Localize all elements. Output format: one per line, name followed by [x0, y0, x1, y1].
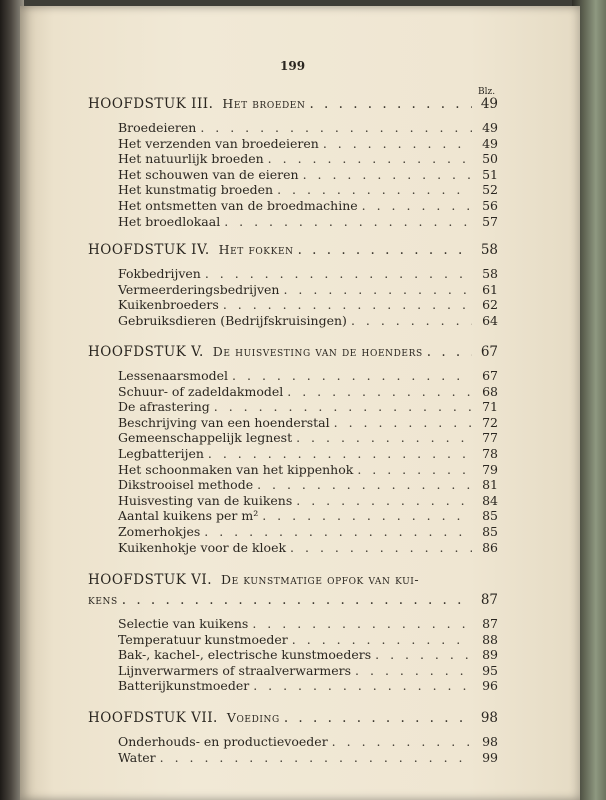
toc-entry	[118, 167, 498, 183]
dot-leader	[223, 297, 472, 312]
dot-leader	[290, 540, 472, 555]
dot-leader	[200, 120, 472, 135]
page-number: 199	[280, 59, 306, 73]
entry-title: Beschrijving van een hoenderstal	[118, 414, 330, 430]
entry-page: 68	[482, 383, 498, 399]
toc-entry	[118, 120, 498, 136]
dot-leader	[253, 678, 472, 693]
entry-page: 95	[482, 662, 498, 678]
chapter-label: HOOFDSTUK III.	[88, 96, 214, 112]
entry-title: De afrastering	[118, 399, 210, 415]
entry-page: 58	[482, 266, 498, 281]
dot-leader	[214, 399, 472, 414]
chapter-label: HOOFDSTUK V.	[88, 344, 204, 360]
chapter-label: HOOFDSTUK IV.	[88, 242, 210, 258]
entry-page: 87	[482, 616, 498, 631]
dot-leader	[277, 182, 472, 197]
dot-leader	[122, 592, 472, 608]
dot-leader	[298, 242, 472, 258]
entry-title: Het broedlokaal	[118, 213, 221, 229]
entry-title: Het natuurlijk broeden	[118, 151, 264, 167]
dot-leader	[224, 214, 472, 229]
dot-leader	[362, 198, 472, 213]
entry-page: 56	[482, 197, 498, 213]
toc-entry	[118, 462, 498, 478]
chapter-heading	[88, 344, 498, 364]
entry-page: 71	[482, 399, 498, 415]
entry-title: Het verzenden van broedeieren	[118, 135, 319, 151]
entry-page: 89	[482, 647, 498, 663]
dot-leader	[232, 368, 472, 383]
chapter-5	[88, 344, 498, 555]
chapter-entries	[118, 120, 498, 229]
chapter-page: 49	[480, 96, 498, 112]
entry-title: Het schoonmaken van het kippenhok	[118, 461, 354, 477]
toc-entry	[118, 282, 498, 298]
entry-page: 64	[482, 312, 498, 328]
entry-title: Kuikenbroeders	[118, 297, 219, 313]
toc-entry	[118, 446, 498, 462]
dot-leader	[160, 750, 472, 765]
chapter-entries	[118, 368, 498, 555]
chapter-label: HOOFDSTUK VII.	[88, 710, 218, 726]
chapter-page: 98	[480, 710, 498, 726]
entry-page: 85	[482, 523, 498, 539]
chapter-heading	[88, 710, 498, 730]
entry-title: Zomerhokjes	[118, 523, 201, 539]
dot-leader	[252, 616, 472, 631]
chapter-3	[88, 96, 498, 229]
entry-title: Onderhouds- en productievoeder	[118, 734, 328, 749]
entry-page: 61	[482, 281, 498, 297]
entry-title: Het schouwen van de eieren	[118, 166, 299, 182]
toc-entry	[118, 136, 498, 152]
chapter-page: 87	[480, 592, 498, 608]
chapter-page: 67	[480, 344, 498, 360]
entry-page: 84	[482, 492, 498, 508]
toc-entry	[118, 399, 498, 415]
toc-entry	[118, 198, 498, 214]
toc-entry	[118, 616, 498, 632]
dot-leader	[427, 344, 472, 360]
chapter-6	[88, 572, 498, 694]
dot-leader	[257, 477, 472, 492]
toc-entry	[118, 368, 498, 384]
entry-page: 49	[482, 135, 498, 151]
book-page	[20, 6, 580, 800]
entry-title: Temperatuur kunstmoeder	[118, 631, 288, 647]
entry-title: Kuikenhokje voor de kloek	[118, 539, 287, 555]
chapter-title: Het broeden	[222, 96, 306, 111]
dot-leader	[292, 632, 472, 647]
entry-title: Dikstrooisel methode	[118, 477, 254, 493]
page-column-header: Blz.	[478, 87, 496, 97]
entry-page: 79	[482, 461, 498, 477]
entry-page: 78	[482, 445, 498, 461]
chapter-entries	[118, 266, 498, 328]
dot-leader	[334, 415, 472, 430]
toc-entry	[118, 647, 498, 663]
entry-title: Water	[118, 749, 156, 765]
chapter-entries	[118, 616, 498, 694]
entry-page: 67	[482, 368, 498, 383]
chapter-page: 58	[480, 242, 498, 258]
dot-leader	[283, 282, 472, 297]
entry-title: Aantal kuikens per m²	[118, 508, 259, 524]
entry-page: 99	[482, 749, 498, 765]
entry-title: Selectie van kuikens	[118, 616, 249, 631]
dot-leader	[205, 266, 472, 281]
toc-entry	[118, 151, 498, 167]
entry-page: 77	[482, 430, 498, 446]
entry-title: Het ontsmetten van de broedmachine	[118, 197, 358, 213]
toc-entry	[118, 632, 498, 648]
chapter-heading	[88, 242, 498, 262]
entry-title: Legbatterijen	[118, 445, 204, 461]
toc-entry	[118, 415, 498, 431]
entry-page: 51	[482, 166, 498, 182]
entry-page: 86	[482, 539, 498, 555]
chapter-4	[88, 242, 498, 328]
entry-page: 72	[482, 414, 498, 430]
toc-entry	[118, 524, 498, 540]
toc-entry	[118, 266, 498, 282]
entry-page: 50	[482, 151, 498, 167]
chapter-title: Het fokken	[218, 242, 294, 257]
entry-page: 57	[482, 213, 498, 229]
toc-entry	[118, 663, 498, 679]
chapter-title-continued: kens	[88, 592, 118, 607]
entry-title: Schuur- of zadeldakmodel	[118, 383, 284, 399]
dot-leader	[262, 508, 472, 523]
toc-entry	[118, 430, 498, 446]
toc-entry	[118, 508, 498, 524]
chapter-heading-continued	[88, 592, 498, 612]
entry-page: 81	[482, 477, 498, 493]
entry-page: 85	[482, 508, 498, 524]
toc-entry	[118, 493, 498, 509]
entry-title: Batterijkunstmoeder	[118, 678, 250, 694]
entry-title: Vermeerderingsbedrijven	[118, 281, 280, 297]
dot-leader	[284, 710, 472, 726]
chapter-heading	[88, 96, 498, 116]
chapter-entries	[118, 734, 498, 765]
toc-entry	[118, 477, 498, 493]
entry-title: Lijnverwarmers of straalverwarmers	[118, 662, 352, 678]
entry-title: Gemeenschappelijk legnest	[118, 430, 293, 446]
toc-entry	[118, 297, 498, 313]
entry-title: Bak-, kachel-, electrische kunstmoeders	[118, 647, 372, 663]
chapter-title: Voeding	[226, 710, 280, 725]
dot-leader	[268, 151, 472, 166]
dot-leader	[351, 313, 472, 328]
entry-title: Het kunstmatig broeden	[118, 182, 274, 198]
entry-page: 62	[482, 297, 498, 313]
dot-leader	[296, 430, 472, 445]
toc-entry	[118, 384, 498, 400]
chapter-7	[88, 710, 498, 765]
toc-entry	[118, 214, 498, 230]
entry-page: 98	[482, 734, 498, 749]
chapter-title: De kunstmatige opfok van kui-	[220, 572, 420, 587]
dot-leader	[357, 462, 472, 477]
dot-leader	[204, 524, 472, 539]
entry-page: 88	[482, 631, 498, 647]
dot-leader	[208, 446, 472, 461]
chapter-title: De huisvesting van de hoenders	[212, 344, 423, 359]
toc-entry	[118, 750, 498, 766]
entry-title: Fokbedrijven	[118, 266, 201, 281]
chapter-label: HOOFDSTUK VI.	[88, 572, 212, 588]
entry-title: Broedeieren	[118, 120, 197, 135]
toc-entry	[118, 678, 498, 694]
toc-entry	[118, 540, 498, 556]
toc-entry	[118, 182, 498, 198]
dot-leader	[355, 663, 472, 678]
chapter-heading	[88, 572, 498, 592]
dot-leader	[309, 96, 472, 112]
toc-entry	[118, 313, 498, 329]
dot-leader	[332, 734, 472, 749]
entry-page: 49	[482, 120, 498, 135]
toc-entry	[118, 734, 498, 750]
dot-leader	[287, 384, 472, 399]
dot-leader	[303, 167, 472, 182]
entry-page: 96	[482, 678, 498, 694]
entry-title: Gebruiksdieren (Bedrijfskruisingen)	[118, 312, 347, 328]
dot-leader	[375, 647, 472, 662]
entry-title: Lessenaarsmodel	[118, 368, 229, 383]
entry-page: 52	[482, 182, 498, 198]
entry-title: Huisvesting van de kuikens	[118, 492, 293, 508]
dot-leader	[296, 493, 472, 508]
dot-leader	[323, 136, 472, 151]
